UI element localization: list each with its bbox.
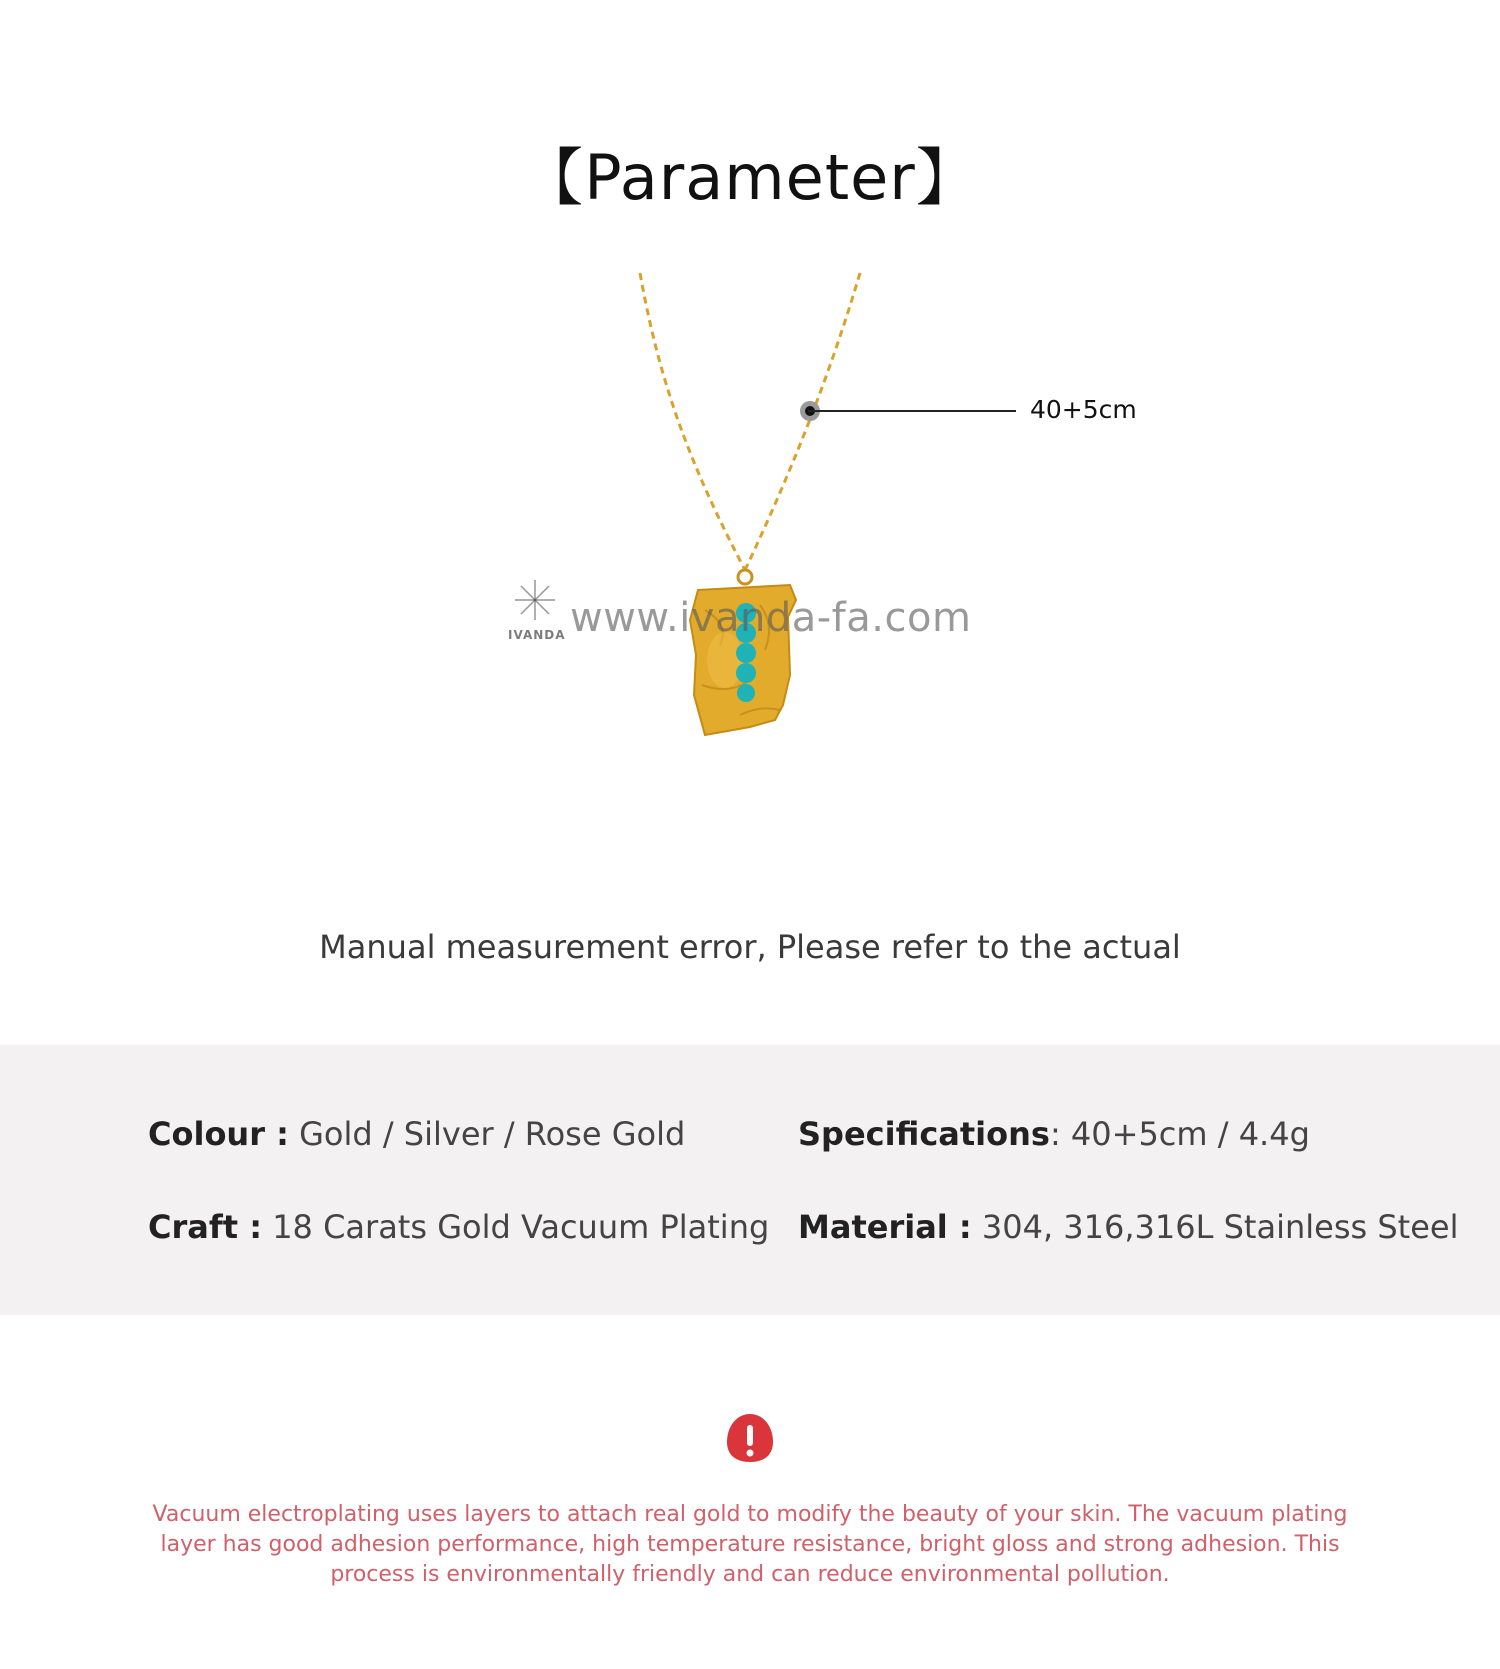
measurement-line bbox=[808, 410, 1016, 412]
spec-material-label: Material : bbox=[798, 1208, 972, 1246]
spec-specifications-value: : 40+5cm / 4.4g bbox=[1049, 1115, 1310, 1153]
spec-specifications bbox=[798, 1115, 1310, 1153]
spec-colour bbox=[148, 1115, 685, 1153]
spec-specifications-label: Specifications bbox=[798, 1115, 1050, 1153]
necklace-chain bbox=[640, 273, 860, 570]
warning-icon bbox=[725, 1412, 775, 1464]
plating-notice: Vacuum electroplating uses layers to attach real gold to modify the beauty of your skin. The vacuum plating layer has good adhesion performance, high temperature resistance, bright gloss and strong adhesion. This process is environmentally friendly and can reduce environmental pollution. bbox=[152, 1502, 1348, 1587]
turquoise-bead bbox=[737, 684, 755, 702]
watermark-brand: IVANDA bbox=[508, 628, 566, 642]
spec-colour-label: Colour : bbox=[148, 1115, 289, 1153]
spec-colour-value: Gold / Silver / Rose Gold bbox=[288, 1115, 686, 1153]
spec-craft-value: 18 Carats Gold Vacuum Plating bbox=[262, 1208, 770, 1246]
necklace-image bbox=[490, 265, 970, 785]
length-label: 40+5cm bbox=[1030, 395, 1137, 424]
page-title: 【Parameter】 bbox=[521, 141, 979, 214]
watermark-url: www.ivanda-fa.com bbox=[570, 595, 972, 641]
turquoise-bead bbox=[736, 663, 756, 683]
spec-material-value: 304, 316,316L Stainless Steel bbox=[971, 1208, 1459, 1246]
measurement-disclaimer: Manual measurement error, Please refer to the actual bbox=[319, 928, 1181, 966]
spec-material bbox=[798, 1208, 1458, 1246]
spec-craft bbox=[148, 1208, 769, 1246]
spec-craft-label: Craft : bbox=[148, 1208, 263, 1246]
spec-panel bbox=[0, 1045, 1500, 1315]
